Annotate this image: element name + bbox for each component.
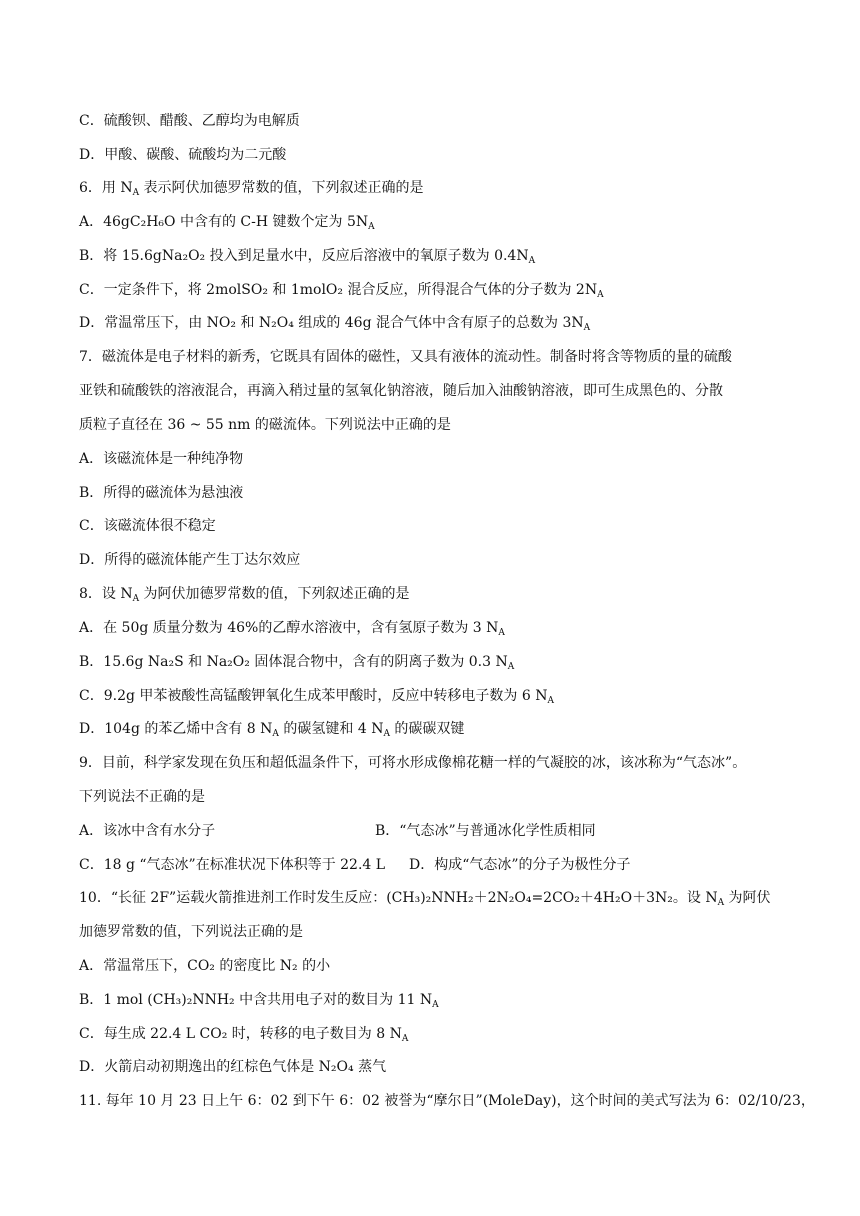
option-c-q8: C．9.2g 甲苯被酸性高锰酸钾氧化生成苯甲酸时，反应中转移电子数为 6 $N_A$ [79, 688, 554, 706]
question-10-line1: 10．“长征 2F”运载火箭推进剂工作时发生反应：(CH₃)₂NNH₂＋2N₂O₄=2CO₂＋4H₂O＋3N₂。设 $N_A$ 为阿伏 [79, 890, 771, 908]
question-7-line3: 质粒子直径在 36 ~ 55 nm 的磁流体。下列说法中正确的是 [79, 417, 451, 433]
question-9-line2: 下列说法不正确的是 [79, 789, 205, 805]
option-b-q9: B．“气态冰”与普通冰化学性质相同 [375, 823, 596, 839]
option-d-q6: D．常温常压下，由 NO₂ 和 N₂O₄ 组成的 46g 混合气体中含有原子的总数为 $3N_A$ [79, 315, 591, 333]
option-b-q8: B．15.6g Na₂S 和 Na₂O₂ 固体混合物中，含有的阴离子数为 0.3 $N_A$ [79, 654, 515, 672]
option-a-q6: A．46gC₂H₆O 中含有的 C-H 键数个定为 $5N_A$ [79, 214, 375, 232]
option-c-q5: C．硫酸钡、醋酸、乙醇均为电解质 [79, 113, 300, 129]
option-c-q7: C．该磁流体很不稳定 [79, 518, 216, 534]
option-b-q6: B．将 15.6gNa₂O₂ 投入到足量水中，反应后溶液中的氧原子数为 $0.4N_A$ [79, 248, 536, 266]
option-c-q9: C．18 g “气态冰”在标准状况下体积等于 22.4 L [79, 857, 386, 873]
question-6: 6．用 $N_A$ 表示阿伏加德罗常数的值，下列叙述正确的是 [79, 180, 424, 198]
option-b-q7: B．所得的磁流体为悬浊液 [79, 485, 244, 501]
option-a-q9: A．该冰中含有水分子 [79, 823, 216, 839]
option-b-q10: B．1 mol (CH₃)₂NNH₂ 中含共用电子对的数目为 11 $N_A$ [79, 992, 439, 1010]
question-7-line1: 7．磁流体是电子材料的新秀，它既具有固体的磁性，又具有液体的流动性。制备时将含等物质的量的硫酸 [79, 349, 732, 365]
option-d-q7: D．所得的磁流体能产生丁达尔效应 [79, 552, 301, 568]
option-c-q6: C．一定条件下，将 2molSO₂ 和 1molO₂ 混合反应，所得混合气体的分子数为 $2N_A$ [79, 282, 604, 300]
question-10-line2: 加德罗常数的值，下列说法正确的是 [79, 924, 303, 940]
option-d-q10: D．火箭启动初期逸出的红棕色气体是 N₂O₄ 蒸气 [79, 1059, 387, 1075]
question-9-line1: 9．目前，科学家发现在负压和超低温条件下，可将水形成像棉花糖一样的气凝胶的冰，该冰称为“气态冰”。 [79, 755, 747, 771]
option-a-q7: A．该磁流体是一种纯净物 [79, 451, 244, 467]
option-a-q8: A．在 50g 质量分数为 46%的乙醇水溶液中，含有氢原子数为 3 $N_A$ [79, 620, 505, 638]
question-8: 8．设 $N_A$ 为阿伏加德罗常数的值，下列叙述正确的是 [79, 586, 410, 604]
option-c-q10: C．每生成 22.4 L CO₂ 时，转移的电子数目为 8 $N_A$ [79, 1026, 409, 1044]
option-d-q9: D．构成“气态冰”的分子为极性分子 [409, 857, 631, 873]
question-11-line1: 11. 每年 10 月 23 日上午 6：02 到下午 6：02 被誉为“摩尔日”(MoleDay)，这个时间的美式写法为 6：02/10/23， [79, 1093, 815, 1109]
option-d-q8: D．104g 的苯乙烯中含有 8 $N_A$ 的碳氢键和 4 $N_A$ 的碳碳双键 [79, 721, 465, 739]
option-a-q10: A．常温常压下，CO₂ 的密度比 N₂ 的小 [79, 958, 331, 974]
option-d-q5: D．甲酸、碳酸、硫酸均为二元酸 [79, 147, 287, 163]
question-7-line2: 亚铁和硫酸铁的溶液混合，再滴入稍过量的氢氧化钠溶液，随后加入油酸钠溶液，即可生成黑色的、分散 [79, 383, 723, 399]
